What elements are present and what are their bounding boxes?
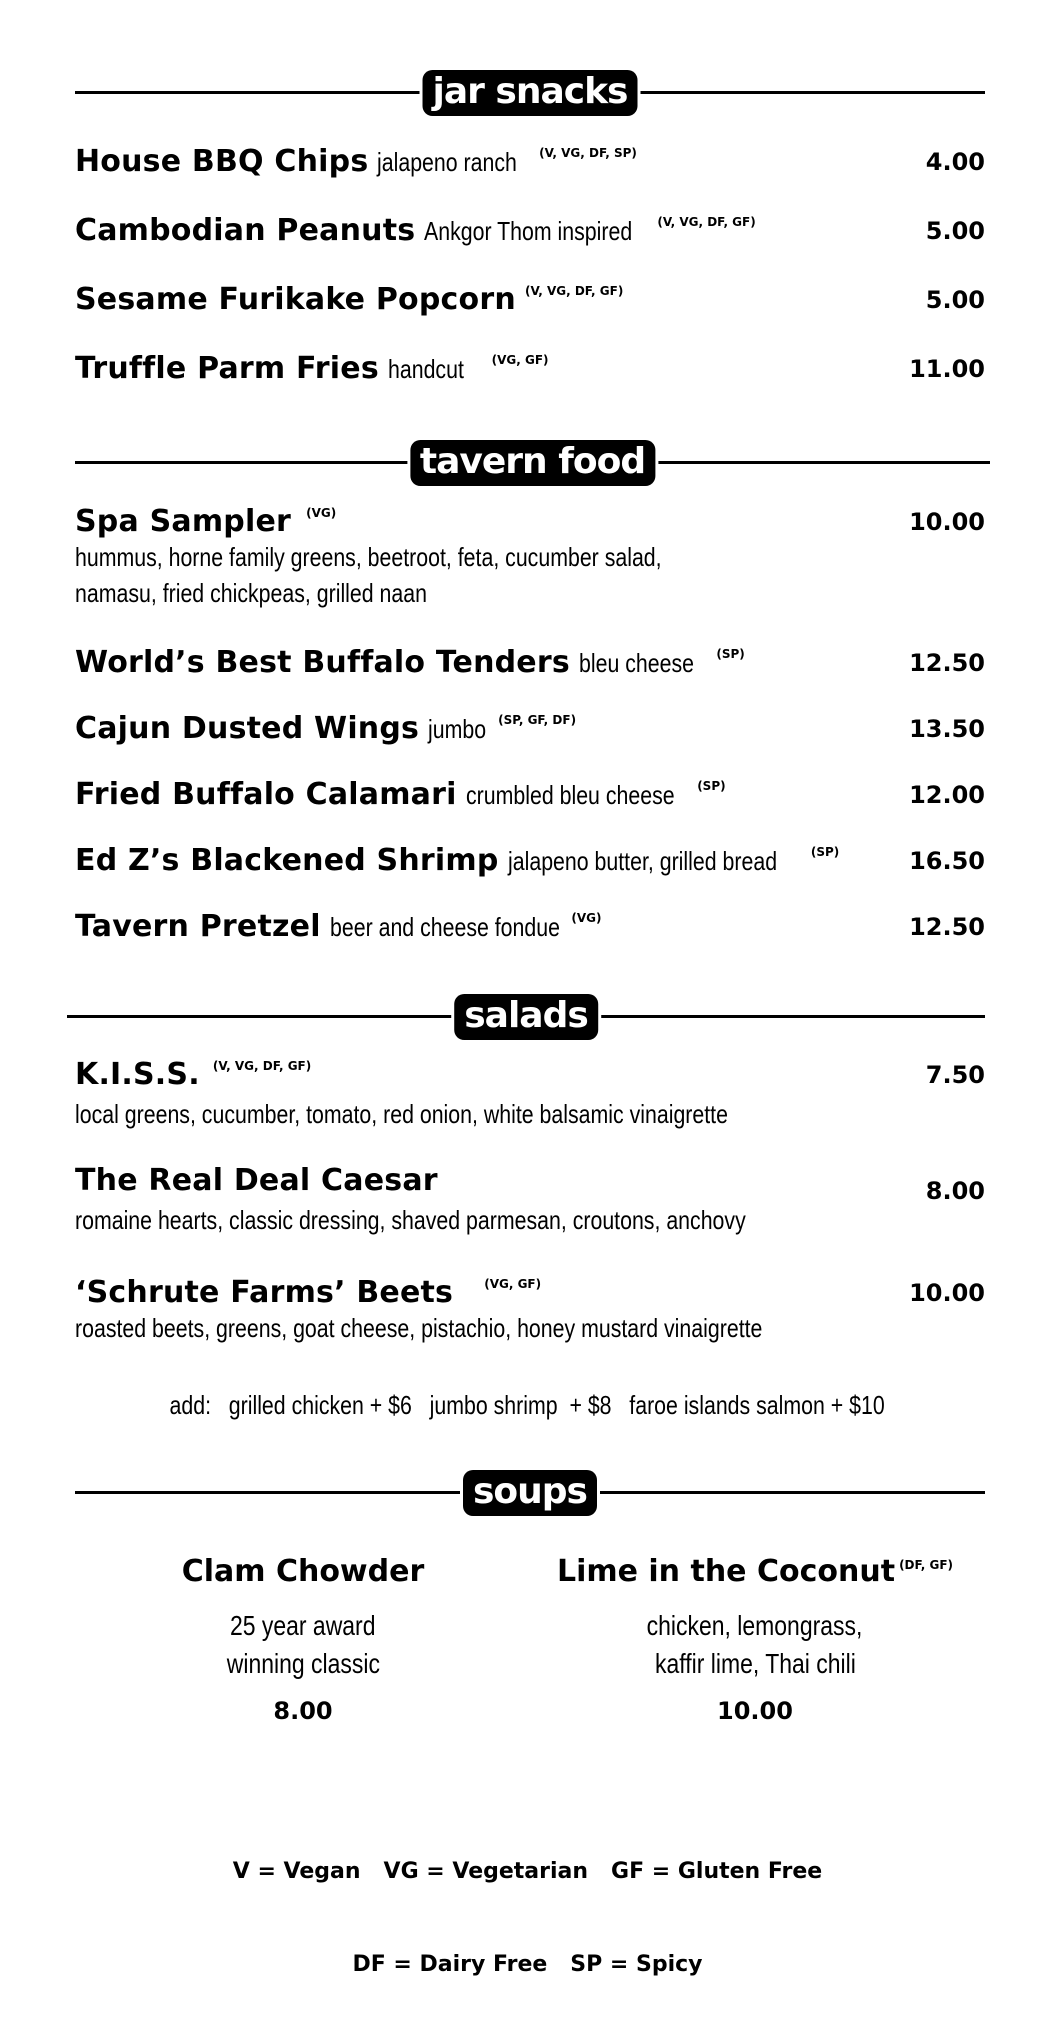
item-name: House BBQ Chips [75,144,369,179]
item-price: 12.00 [909,781,985,809]
item-description: crumbled bleu cheese [465,780,675,810]
menu-item [75,282,985,317]
dietary-legend [0,1794,1055,2042]
item-description: Ankgor Thom inspired [424,216,633,246]
item-price: 7.50 [925,1061,985,1089]
soup-description [93,1607,513,1683]
menu-item [75,843,985,878]
dietary-tags: (VG) [571,911,602,925]
item-price: 12.50 [909,649,985,677]
menu-item [75,351,985,386]
description-line: 25 year award [230,1610,376,1641]
item-price: 8.00 [925,1177,985,1205]
item-description: romaine hearts, classic dressing, shaved parmesan, croutons, anchovy [75,1205,746,1235]
dietary-tags: (DF, GF) [899,1558,954,1572]
menu-item [75,1163,985,1238]
item-description: local greens, cucumber, tomato, red onion, white balsamic vinaigrette [75,1099,728,1129]
item-description: beer and cheese fondue [329,912,560,942]
item-name: Ed Z’s Blackened Shrimp [75,843,499,878]
salad-addons [0,1390,1055,1421]
menu-item [75,909,985,944]
dietary-tags: (SP) [716,647,745,661]
description-line: namasu, fried chickpeas, grilled naan [75,578,427,608]
item-price: 10.00 [909,508,985,536]
soup-price: 10.00 [717,1697,793,1725]
dietary-tags: (SP, GF, DF) [498,713,577,727]
item-description [75,539,985,611]
item-description: bleu cheese [579,648,694,678]
dietary-tags: (V, VG, DF, SP) [539,146,637,160]
menu-item [75,213,985,248]
item-price: 10.00 [909,1279,985,1307]
dietary-tags: (V, VG, DF, GF) [657,215,756,229]
item-price: 5.00 [925,217,985,245]
item-name: Truffle Parm Fries [75,351,379,386]
soup-name: Lime in the Coconut [556,1554,896,1589]
dietary-tags: (SP) [810,845,840,859]
description-line: kaffir lime, Thai chili [654,1648,856,1679]
legend-line: V = Vegan VG = Vegetarian GF = Gluten Free [232,1859,823,1884]
dietary-tags: (V, VG, DF, GF) [212,1059,312,1073]
dietary-tags: (SP) [697,779,726,793]
item-name: Cajun Dusted Wings [75,711,420,746]
section-title: soups [463,1470,597,1516]
item-price: 16.50 [909,847,985,875]
section-header-jar-snacks [75,62,985,122]
item-description: jalapeno ranch [377,147,518,177]
item-description: jalapeno butter, grilled bread [507,846,777,876]
item-price: 4.00 [925,148,985,176]
item-description: roasted beets, greens, goat cheese, pistachio, honey mustard vinaigrette [75,1313,763,1343]
soup-name-row [545,1554,965,1589]
dietary-tags: (VG) [306,506,337,520]
menu-item [75,1057,985,1132]
soup-price: 8.00 [273,1697,333,1725]
menu-item [75,777,985,812]
menu-item [75,1275,985,1346]
menu-item [75,504,985,611]
item-price: 5.00 [925,286,985,314]
section-header-tavern-food [75,432,990,492]
item-name: ‘Schrute Farms’ Beets [75,1275,454,1310]
item-price: 12.50 [909,913,985,941]
description-line: hummus, horne family greens, beetroot, feta, cucumber salad, [75,542,662,572]
description-line: winning classic [226,1648,380,1679]
section-title: salads [454,994,598,1040]
item-name: Fried Buffalo Calamari [75,777,457,812]
item-description: handcut [387,354,464,384]
dietary-tags: (V, VG, DF, GF) [524,284,624,298]
menu-item [75,144,985,179]
addons-text: add: grilled chicken + $6 jumbo shrimp + $8 faroe islands salmon + $10 [169,1390,886,1420]
menu-item [75,645,985,680]
soup-item [93,1554,513,1725]
menu-item [75,711,985,746]
dietary-tags: (VG, GF) [484,1277,542,1291]
section-header-soups [75,1462,985,1522]
item-description: jumbo [428,714,487,744]
soup-item [545,1554,965,1725]
item-name: Tavern Pretzel [75,909,321,944]
section-title: tavern food [410,440,655,486]
item-price: 13.50 [909,715,985,743]
item-name: Spa Sampler [75,504,291,539]
item-name: Cambodian Peanuts [75,213,416,248]
item-name: K.I.S.S. [75,1057,200,1092]
item-price: 11.00 [909,355,985,383]
item-name: World’s Best Buffalo Tenders [75,645,570,680]
item-name: The Real Deal Caesar [75,1163,438,1198]
legend-line: DF = Dairy Free SP = Spicy [352,1952,703,1977]
soup-description [545,1607,965,1683]
item-name: Sesame Furikake Popcorn [75,282,516,317]
dietary-tags: (VG, GF) [491,353,549,367]
section-title: jar snacks [423,70,638,116]
section-header-salads [67,986,985,1046]
soup-name: Clam Chowder [181,1554,425,1589]
description-line: chicken, lemongrass, [647,1610,863,1641]
